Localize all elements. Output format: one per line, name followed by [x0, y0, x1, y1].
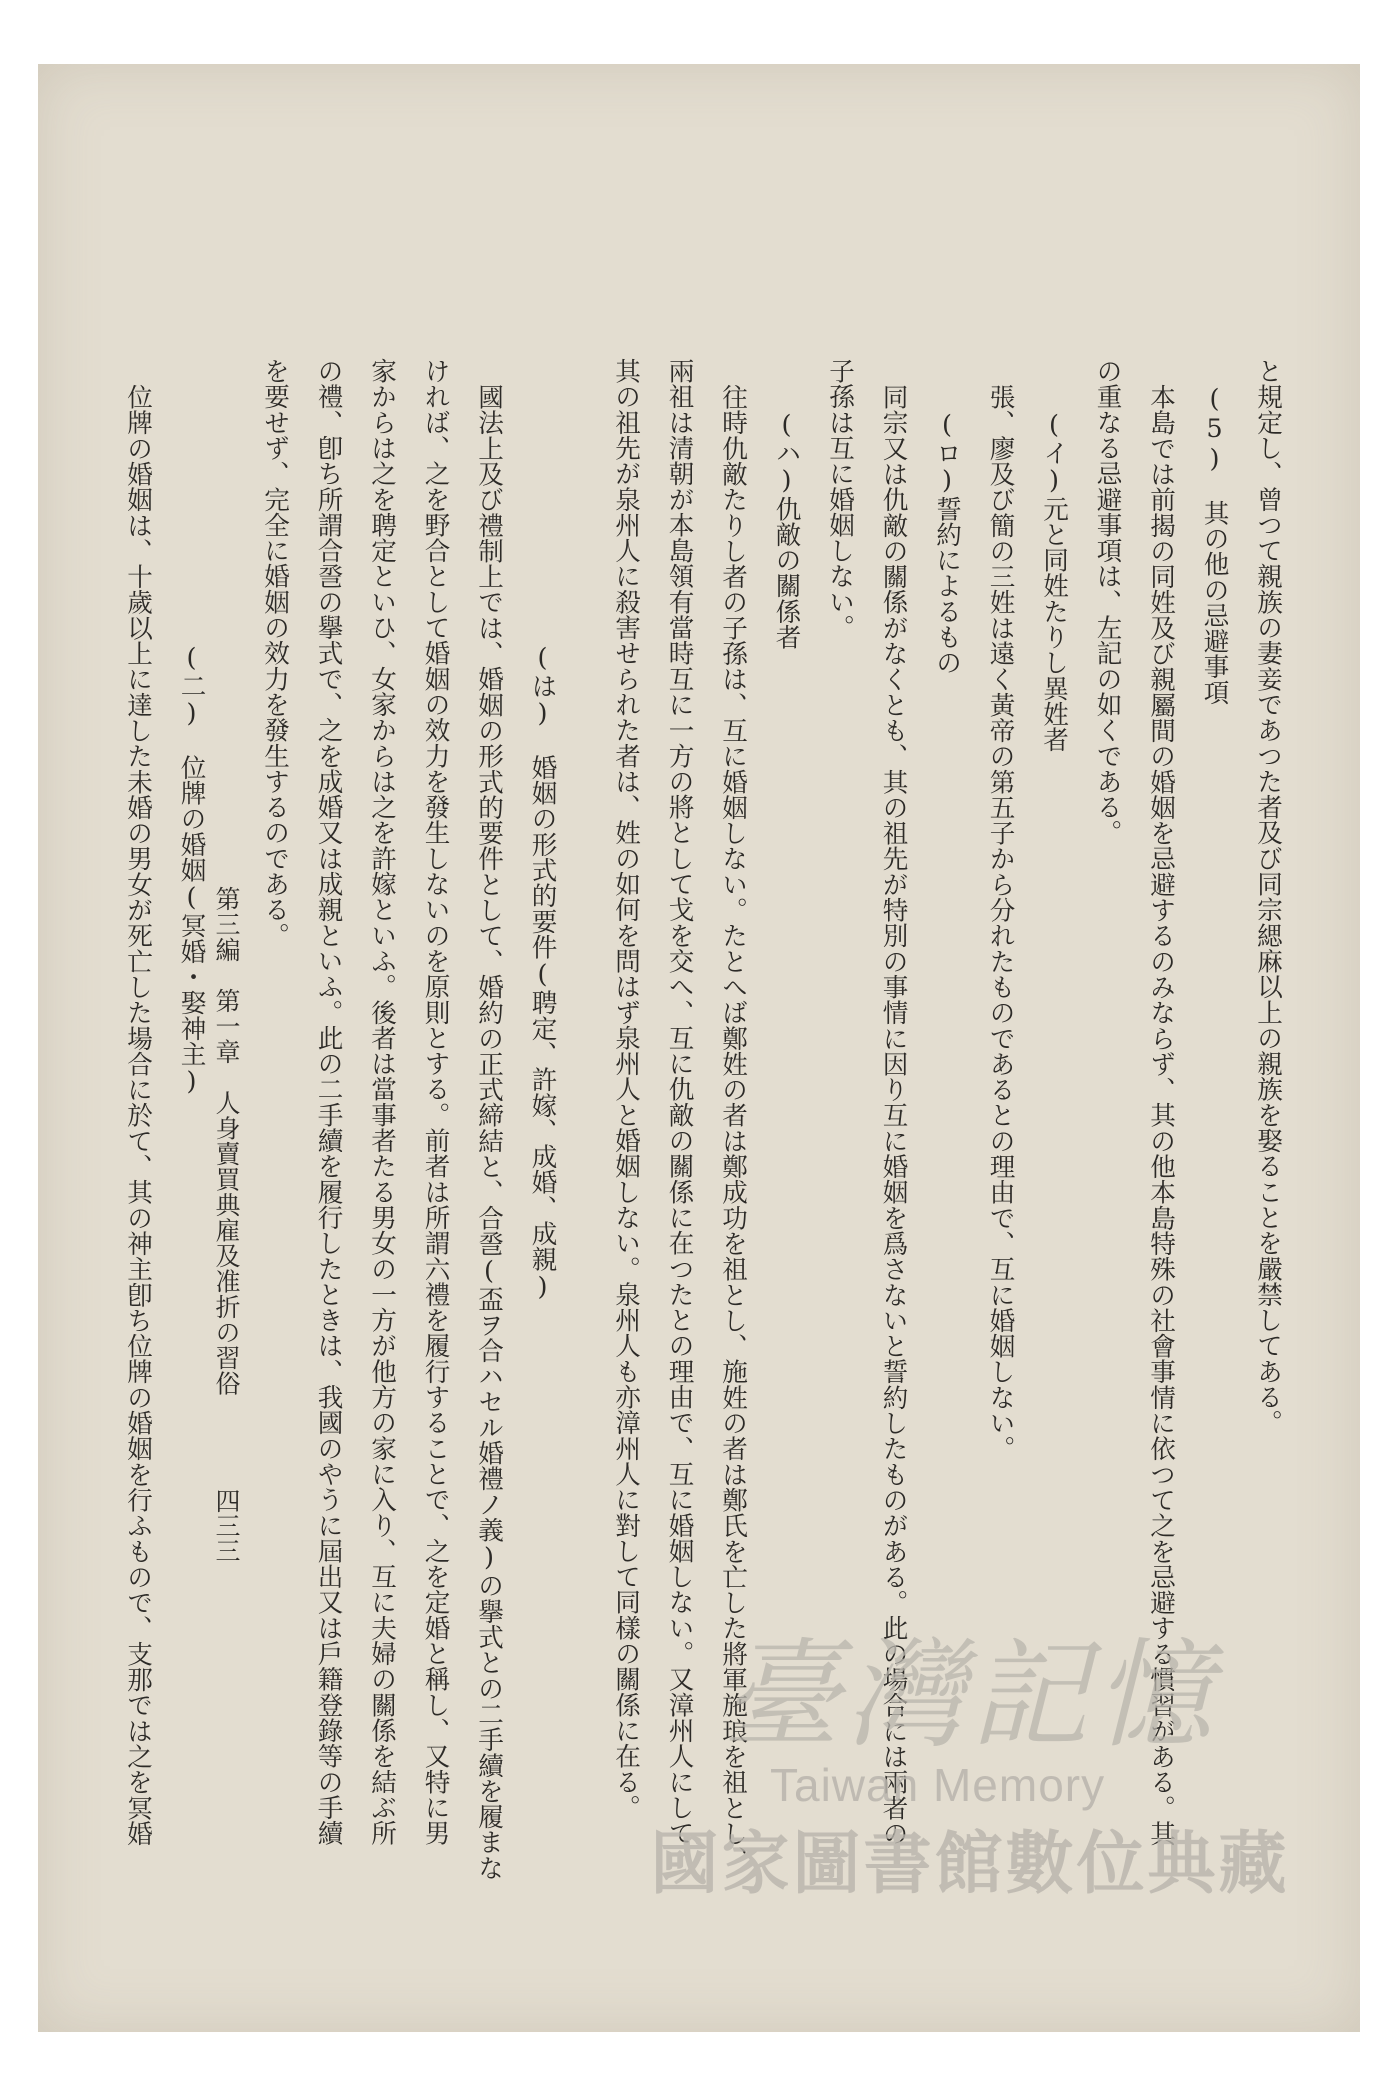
text-column: (5) 其の他の忌避事項: [1199, 384, 1230, 705]
text-column: (二) 位牌の婚姻(冥婚・娶神主): [176, 643, 207, 1097]
text-column: 子孫は互に婚姻しない。: [825, 358, 855, 641]
text-column: の重なる忌避事項は、左記の如くである。: [1092, 358, 1123, 846]
text-column: (ハ)仇敵の關係者: [771, 410, 802, 650]
text-column: 家からは之を聘定といひ、女家からは之を許嫁といふ。後者は當事者たる男女の一方が他方の家に入り、互に夫婦の關係を結ぶ所: [367, 358, 397, 1846]
running-footer-chapter: 第三編 第一章 人身賣買典雇及准折の習俗: [212, 886, 241, 1396]
text-column: 往時仇敵たりし者の子孫は、互に婚姻しない。たとへば鄭姓の者は鄭成功を祖とし、施姓の者は鄭氏を亡した將軍施琅を祖とし、: [718, 384, 748, 1872]
text-column: を要せず、完全に婚姻の效力を發生するのである。: [260, 358, 290, 948]
text-column: 本島では前揭の同姓及び親屬間の婚姻を忌避するのみならず、其の他本島特殊の社會事情に依つて之を忌避する慣習がある。其: [1146, 384, 1176, 1847]
watermark-english: Taiwan Memory: [770, 1759, 1106, 1811]
text-column: の禮、卽ち所謂合巹の擧式で、之を成婚又は成親といふ。此の二手續を履行したときは、我國のやうに屆出又は戶籍登錄等の手續: [313, 358, 344, 1846]
text-column: 同宗又は仇敵の關係がなくとも、其の祖先が特別の事情に因り互に婚姻を爲さないと誓約したものがある。此の場合には兩者の: [878, 384, 909, 1847]
text-column: 國法上及び禮制上では、婚姻の形式的要件として、婚約の正式締結と、合巹(盃ヲ合ハセル婚禮ノ義)の擧式との二手續を履まな: [474, 384, 504, 1881]
text-column: (は) 婚姻の形式的要件(聘定、許嫁、成婚、成親): [527, 643, 558, 1302]
text-column: 其の祖先が泉州人に殺害せられた者は、姓の如何を問はず泉州人と婚姻しない。泉州人も亦漳州人に對して同樣の關係に在る。: [611, 358, 641, 1821]
text-column: 張、廖及び簡の三姓は遠く黃帝の第五子から分れたものであるとの理由で、互に婚姻しない。: [985, 384, 1016, 1462]
text-column: ければ、之を野合として婚姻の效力を發生しないのを原則とする。前者は所謂六禮を履行することで、之を定婚と稱し、又特に男: [420, 358, 451, 1846]
text-column: (ロ)誓約によるもの: [932, 410, 962, 676]
text-column: と規定し、曾つて親族の妻妾であつた者及び同宗緦麻以上の親族を娶ることを嚴禁してある。: [1253, 358, 1283, 1436]
text-column: (イ)元と同姓たりし異姓者: [1039, 410, 1069, 753]
text-column: 兩祖は清朝が本島領有當時互に一方の將として戈を交へ、互に仇敵の關係に在つたとの理由で、互に婚姻しない。又漳州人にして: [664, 358, 695, 1846]
text-column: 位牌の婚姻は、十歲以上に達した未婚の男女が死亡した場合に於て、其の神主卽ち位牌の婚姻を行ふもので、支那では之を冥婚: [123, 384, 153, 1847]
watermark: [640, 1600, 1300, 1904]
watermark-subtitle: 國家圖書館數位典藏: [650, 1825, 1290, 1904]
blank-column: [569, 358, 599, 1828]
page-number: 四三三: [212, 1488, 241, 1563]
watermark-title: 臺灣記憶: [721, 1626, 1218, 1764]
